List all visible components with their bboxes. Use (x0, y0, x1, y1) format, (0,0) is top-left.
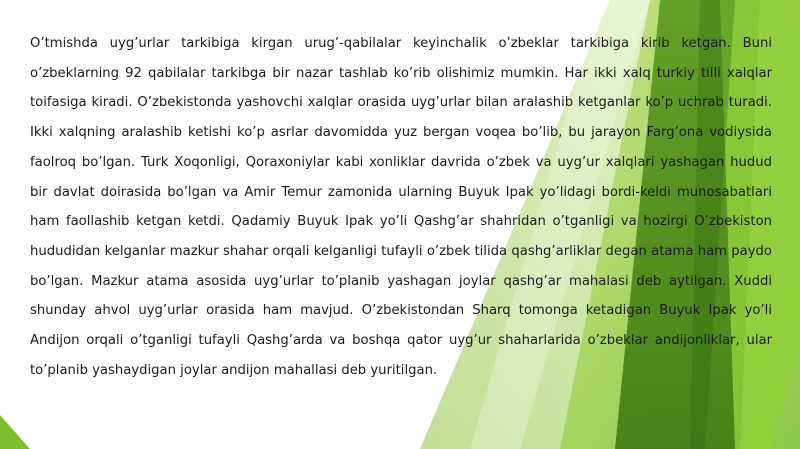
body-text: O’tmishda uyg’urlar tarkibiga kirgan urug’-qabilalar keyinchalik o’zbeklar tarkibiga kirib ketgan. Buni o’zbeklarning 92 qabilalar tarkibga bir nazar tashlab ko’rib olishimiz mumkin. Har ikki xalq turkiy tilli xalqlar toifasiga kiradi. O’zbekistonda yashovchi xalqlar orasida uyg’urlar bilan aralashib ketganlar ko’p uchrab turadi. Ikki xalqning aralashib ketishi ko’p asrlar davomidda yuz bergan voqea bo’lib, bu jarayon Farg’ona vodiysida faolroq bo’lgan. Turk Xoqonligi, Qoraxoniylar kabi xonliklar davrida o’zbek va uyg’ur xalqlari yashagan hudud bir davlat doirasida bo’lgan va Amir Temur zamonida ularning Buyuk Ipak yo’lidagi bordi-keldi munosabatlari ham faollashib ketgan ketdi. Qadamiy Buyuk Ipak yo’li Qashg’ar shahridan o’tganligi va hozirgi O’zbekiston hududidan kelganlar mazkur shahar orqali kelganligi tufayli o’zbek tilida qashg’arliklar degan atama ham paydo bo’lgan. Mazkur atama asosida uyg’urlar to’planib yashagan joylar qashg’ar mahalasi deb aytilgan. Xuddi shunday ahvol uyg’urlar orasida ham mavjud. O’zbekistondan Sharq tomonga ketadigan Buyuk Ipak yo’li Andijon orqali o’tganligi tufayli Qashg’arda va boshqa qator uyg’ur shaharlarida o’zbeklar andijonliklar, ular to’planib yashaydigan joylar andijon mahallasi deb yuritilgan. (30, 36, 772, 378)
bottom-left-wedge (0, 415, 30, 449)
